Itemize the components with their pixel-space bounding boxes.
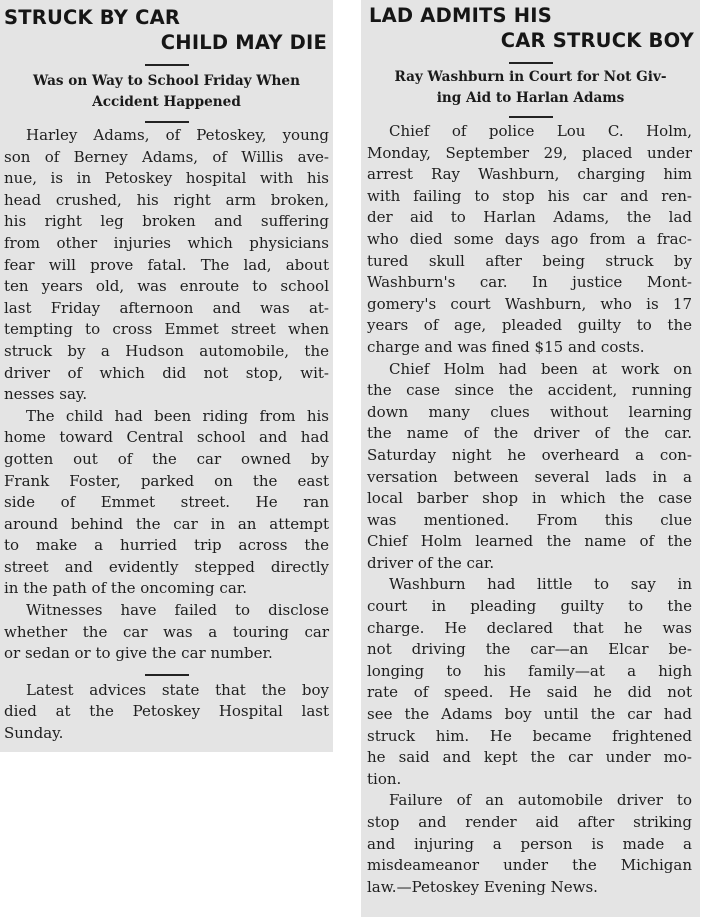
text-line: Failure of an automobile driver to bbox=[389, 791, 692, 810]
text-line: the case since the accident, running bbox=[367, 381, 692, 400]
text-line: the name of the driver of the car. bbox=[367, 424, 692, 443]
text-line: from other injuries which physicians bbox=[4, 233, 329, 252]
text-line: Witnesses have failed to disclose bbox=[26, 601, 329, 620]
text-line: to make a hurried trip across the bbox=[4, 536, 329, 555]
article-body bbox=[0, 125, 333, 665]
text-line: whether the car was a touring car bbox=[4, 622, 329, 641]
left-clipping bbox=[0, 0, 333, 752]
text-line: misdeameanor under the Michigan bbox=[367, 856, 692, 875]
text-line: Saturday night he overheard a con- bbox=[367, 445, 692, 464]
text-line: gomery's court Washburn, who is 17 bbox=[367, 294, 692, 313]
text-line: see the Adams boy until the car had bbox=[367, 705, 692, 724]
text-line: local barber shop in which the case bbox=[367, 489, 692, 508]
text-line: in the path of the oncoming car. bbox=[4, 579, 248, 598]
text-line: side of Emmet street. He ran bbox=[4, 493, 329, 512]
text-line: who died some days ago from a frac- bbox=[367, 229, 692, 248]
text-line: years of age, pleaded guilty to the bbox=[367, 316, 692, 335]
text-line: Chief Holm learned the name of the bbox=[367, 532, 692, 551]
text-line: charge. He declared that he was bbox=[367, 618, 692, 637]
text-line: Harley Adams, of Petoskey, young bbox=[26, 126, 329, 144]
text-line: versation between several lads in a bbox=[367, 467, 692, 486]
text-line: Frank Foster, parked on the east bbox=[4, 471, 329, 490]
subheadline-line: Ray Washburn in Court for Not Giv- bbox=[394, 69, 667, 85]
text-line: Sunday. bbox=[4, 724, 64, 743]
text-line: Chief of police Lou C. Holm, bbox=[389, 122, 692, 140]
text-line: head crushed, his right arm broken, bbox=[4, 190, 329, 209]
headline-line-2: CAR STRUCK BOY bbox=[500, 29, 694, 52]
text-line: and injuring a person is made a bbox=[367, 834, 692, 853]
text-line: died at the Petoskey Hospital last bbox=[4, 702, 329, 721]
text-line: son of Berney Adams, of Willis ave- bbox=[4, 147, 329, 166]
text-line: home toward Central school and had bbox=[4, 428, 329, 447]
text-line: court in pleading guilty to the bbox=[367, 597, 692, 616]
subhead-rule bbox=[145, 121, 189, 123]
subhead-rule bbox=[509, 116, 553, 118]
text-line: ten years old, was enroute to school bbox=[4, 277, 329, 296]
text-line: Washburn had little to say in bbox=[389, 575, 692, 594]
subheadline-line: ing Aid to Harlan Adams bbox=[436, 90, 625, 106]
text-line: The child had been riding from his bbox=[26, 406, 329, 425]
text-line: last Friday afternoon and was at- bbox=[4, 298, 329, 317]
headline-rule bbox=[509, 62, 553, 64]
article-followup bbox=[0, 680, 333, 745]
subheadline bbox=[0, 71, 333, 113]
text-line: charge and was fined $15 and costs. bbox=[367, 337, 645, 356]
text-line: stop and render aid after striking bbox=[367, 813, 692, 831]
text-line: fear will prove fatal. The lad, about bbox=[4, 255, 329, 274]
subheadline bbox=[361, 67, 700, 109]
text-line: or sedan or to give the car number. bbox=[4, 644, 273, 663]
text-line: driver of the car. bbox=[367, 553, 495, 572]
text-line: not driving the car—an Elcar be- bbox=[367, 640, 692, 659]
text-line: tion. bbox=[367, 769, 402, 788]
headline-line-1: STRUCK BY CAR bbox=[4, 6, 181, 29]
text-line: der aid to Harlan Adams, the lad bbox=[367, 208, 692, 227]
text-line: nesses say. bbox=[4, 385, 88, 404]
headline-line-2: CHILD MAY DIE bbox=[160, 31, 327, 54]
text-line: law.—Petoskey Evening News. bbox=[367, 877, 598, 896]
text-line: longing to his family—at a high bbox=[367, 661, 692, 680]
text-line: was mentioned. From this clue bbox=[367, 510, 692, 529]
text-line: gotten out of the car owned by bbox=[4, 449, 329, 468]
text-line: with failing to stop his car and ren- bbox=[367, 186, 692, 205]
followup-rule bbox=[145, 674, 189, 676]
text-line: driver of which did not stop, wit- bbox=[4, 363, 329, 382]
text-line: Washburn's car. In justice Mont- bbox=[367, 273, 692, 292]
text-line: struck by a Hudson automobile, the bbox=[4, 341, 329, 360]
right-clipping bbox=[361, 0, 700, 917]
text-line: his right leg broken and suffering bbox=[4, 212, 329, 231]
text-line: down many clues without learning bbox=[367, 402, 692, 421]
text-line: Latest advices state that the boy bbox=[26, 680, 329, 699]
text-line: rate of speed. He said he did not bbox=[367, 683, 692, 702]
text-line: nue, is in Petoskey hospital with his bbox=[4, 169, 329, 188]
headline-line-1: LAD ADMITS HIS bbox=[369, 4, 552, 27]
subheadline-line: Was on Way to School Friday When bbox=[33, 73, 300, 89]
text-line: he said and kept the car under mo- bbox=[367, 748, 692, 767]
text-line: street and evidently stepped directly bbox=[4, 557, 329, 576]
text-line: tempting to cross Emmet street when bbox=[4, 320, 329, 339]
text-line: struck him. He became frightened bbox=[367, 726, 692, 745]
text-line: Monday, September 29, placed under bbox=[367, 143, 692, 162]
headline-rule bbox=[145, 64, 189, 66]
article-body bbox=[361, 121, 700, 898]
text-line: tured skull after being struck by bbox=[367, 251, 692, 270]
text-line: around behind the car in an attempt bbox=[4, 514, 329, 533]
subheadline-line: Accident Happened bbox=[92, 94, 241, 110]
text-line: Chief Holm had been at work on bbox=[389, 359, 692, 378]
text-line: arrest Ray Washburn, charging him bbox=[367, 165, 692, 184]
